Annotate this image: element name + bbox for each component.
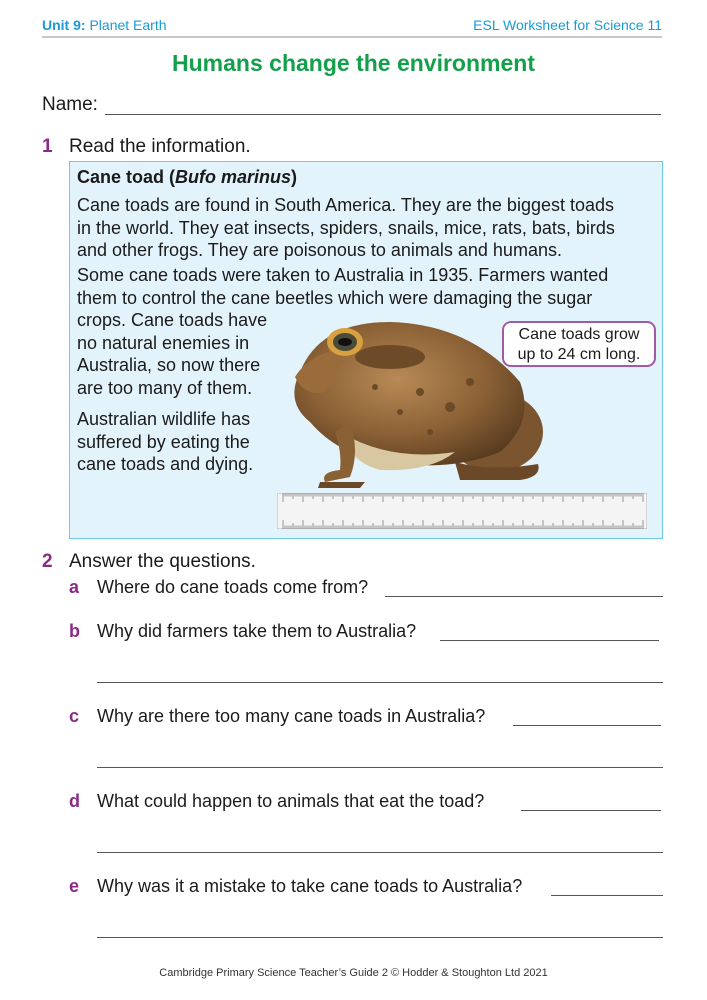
question-c-text: Why are there too many cane toads in Australia? (97, 706, 486, 726)
answer-line[interactable] (440, 640, 659, 641)
header-divider (42, 36, 662, 38)
callout-line: up to 24 cm long. (517, 346, 641, 363)
question-2-number: 2 (42, 551, 53, 572)
answer-line[interactable] (97, 937, 663, 938)
question-e-letter: e (69, 876, 80, 896)
name-field[interactable] (105, 114, 661, 115)
callout-line: Cane toads grow (518, 326, 640, 343)
paragraph-line: Some cane toads were taken to Australia in 1935. Farmers wanted (77, 265, 609, 285)
unit-topic: Planet Earth (89, 17, 167, 33)
paragraph-line: suffered by eating the (77, 431, 250, 452)
paragraph-1 (77, 194, 615, 262)
unit-label (42, 17, 167, 33)
worksheet-label: ESL Worksheet for Science 11 (473, 17, 662, 33)
answer-line[interactable] (97, 682, 663, 683)
info-box-title (77, 167, 297, 188)
question-d-text: What could happen to animals that eat the toad? (97, 791, 485, 811)
question-a-letter: a (69, 577, 80, 597)
footer-copyright: Cambridge Primary Science Teacher’s Guide 2 © Hodder & Stoughton Ltd 2021 (159, 967, 548, 979)
question-c-letter: c (69, 706, 80, 726)
info-box (69, 161, 663, 539)
paragraph-line: no natural enemies in (77, 332, 250, 353)
ruler-image (277, 493, 647, 529)
question-d-letter: d (69, 791, 80, 811)
paragraph-line: are too many of them. (77, 377, 253, 398)
paragraph-line: Australia, so now there (77, 355, 261, 375)
question-1-instruction: Read the information. (69, 136, 251, 157)
paragraph-3 (77, 408, 253, 476)
title-main: Cane toad ( (77, 167, 176, 187)
answer-line[interactable] (513, 725, 661, 726)
question-1-number: 1 (42, 136, 53, 157)
answer-line[interactable] (97, 852, 663, 853)
question-b-letter: b (69, 621, 80, 641)
name-label: Name: (42, 94, 98, 115)
page-title: Humans change the environment (172, 50, 535, 76)
paragraph-line: in the world. They eat insects, spiders, snails, mice, rats, bats, birds (77, 217, 615, 238)
size-callout (502, 321, 656, 367)
question-2-instruction: Answer the questions. (69, 551, 256, 572)
title-end: ) (291, 167, 298, 187)
question-e-text: Why was it a mistake to take cane toads to Australia? (97, 876, 523, 896)
answer-line[interactable] (521, 810, 661, 811)
answer-line[interactable] (385, 596, 663, 597)
paragraph-line: cane toads and dying. (77, 454, 254, 474)
paragraph-line: Cane toads are found in South America. They are the biggest toads (77, 195, 615, 215)
paragraph-line: them to control the cane beetles which were damaging the sugar (77, 287, 593, 308)
title-scientific-name: Bufo marinus (175, 167, 292, 187)
paragraph-line: Australian wildlife has (77, 409, 251, 429)
question-b-text: Why did farmers take them to Australia? (97, 621, 417, 641)
paragraph-line: crops. Cane toads have (77, 310, 268, 330)
unit-number: Unit 9: (42, 17, 86, 33)
question-a-text: Where do cane toads come from? (97, 577, 369, 597)
paragraph-line: and other frogs. They are poisonous to animals and humans. (77, 240, 562, 260)
answer-line[interactable] (551, 895, 663, 896)
answer-line[interactable] (97, 767, 663, 768)
